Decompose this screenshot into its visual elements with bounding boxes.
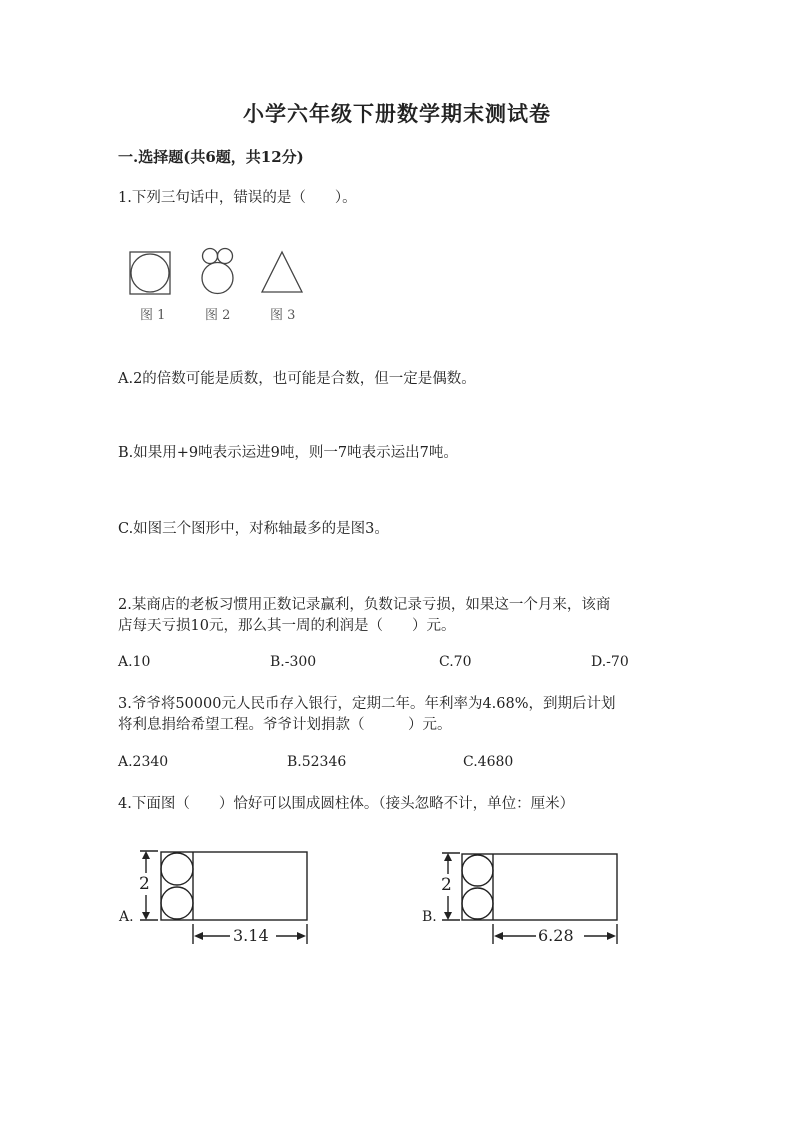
figure-2-two-circles	[202, 249, 233, 294]
question-1-option-b: B.如果用+9吨表示运进9吨，则一7吨表示运出7吨。	[118, 445, 458, 461]
figure-1-label: 图 1	[140, 308, 166, 323]
question-4-figure-b-length: 6.28	[538, 926, 574, 945]
question-1-figures	[124, 244, 314, 304]
question-2-stem-line2: 店每天亏损10元，那么其一周的利润是（ ）元。	[118, 618, 456, 634]
question-1-option-c: C.如图三个图形中，对称轴最多的是图3。	[118, 521, 389, 537]
question-4-figure-b	[438, 850, 624, 948]
figure-3-triangle	[262, 252, 302, 292]
question-4-option-b-label: B.	[422, 909, 437, 925]
question-1-stem: 1.下列三句话中，错误的是（ ）。	[118, 190, 357, 206]
question-2-option-a: A.10	[118, 654, 151, 670]
question-4-figure-a-height: 2	[139, 874, 150, 894]
page-title: 小学六年级下册数学期末测试卷	[243, 101, 551, 126]
section-header: 一.选择题(共6题，共12分)	[118, 148, 304, 166]
question-2-option-b: B.-300	[270, 654, 317, 670]
question-3-stem-line1: 3.爷爷将50000元人民币存入银行，定期二年。年利率为4.68%，到期后计划	[118, 696, 616, 712]
question-1-option-a: A.2的倍数可能是质数，也可能是合数，但一定是偶数。	[118, 371, 476, 387]
question-4-figure-a-length: 3.14	[233, 926, 269, 945]
question-4-figure-a	[136, 848, 316, 948]
question-4-option-a-label: A.	[119, 909, 134, 925]
figure-3-label: 图 3	[270, 308, 296, 323]
question-4-stem: 4.下面图（ ）恰好可以围成圆柱体。（接头忽略不计，单位：厘米）	[118, 796, 575, 812]
question-2-option-d: D.-70	[591, 654, 629, 670]
question-3-option-b: B.52346	[287, 754, 347, 770]
question-4-figure-b-height: 2	[441, 875, 452, 895]
question-3-option-a: A.2340	[118, 754, 169, 770]
figure-1-circle-in-square	[130, 252, 170, 294]
figure-2-label: 图 2	[205, 308, 231, 323]
question-2-stem-line1: 2.某商店的老板习惯用正数记录赢利，负数记录亏损，如果这一个月来，该商	[118, 597, 611, 613]
question-3-stem-line2: 将利息捐给希望工程。爷爷计划捐款（ ）元。	[118, 717, 452, 733]
question-3-option-c: C.4680	[463, 754, 514, 770]
question-2-option-c: C.70	[439, 654, 472, 670]
